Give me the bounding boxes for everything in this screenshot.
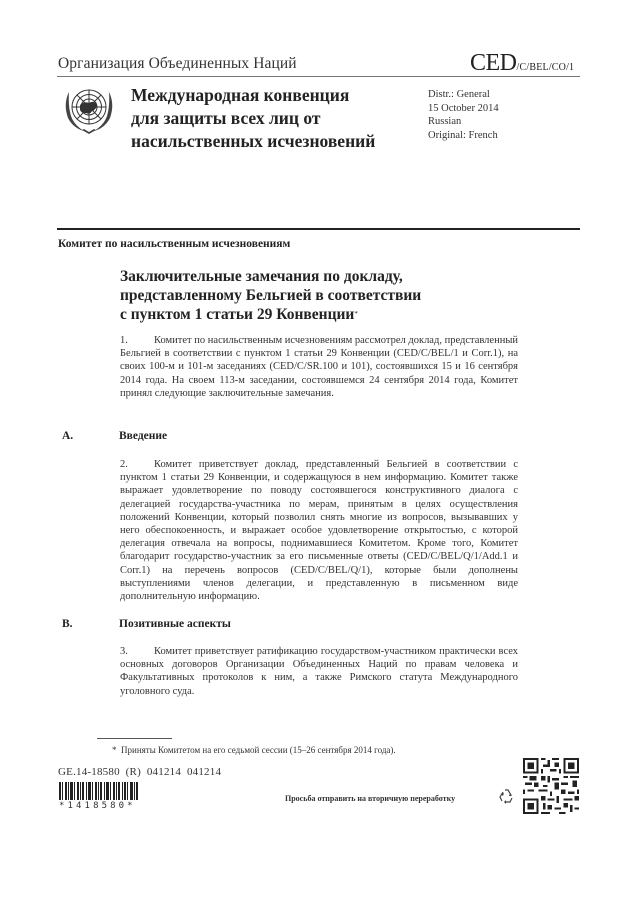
- header-thick-rule: [57, 228, 580, 230]
- paragraph-3: [120, 645, 518, 698]
- section-title: Введение: [119, 430, 168, 442]
- symbol-main: CED: [470, 50, 517, 76]
- footnote-rule: [97, 738, 172, 739]
- paragraph-text: Комитет по насильственным исчезновениям рассмотрел доклад, представленный Бельгией в соответствии с пунктом 1 статьи 29 Конвенции (CED/C/BEL/1 и Corr.1), на своих 100-м и 101-м заседаниях (CED/C/SR.100 и 101), состоявшихся 15 и 16 сентября 2014 года. На своем 113-м заседании, состоявшемся 24 сентября 2014 года, Комитет принял следующие заключительные замечания.: [120, 335, 518, 399]
- qr-code-icon: [523, 758, 579, 814]
- barcode-number: *1418580*: [59, 801, 136, 811]
- symbol-suffix: /C/BEL/CO/1: [516, 62, 575, 73]
- section-letter: A.: [62, 430, 74, 442]
- section-heading-b: [62, 618, 231, 630]
- section-heading-a: [62, 430, 167, 442]
- convention-title-line: насильственных исчезновений: [131, 131, 376, 151]
- footnote-text: Приняты Комитетом на его седьмой сессии (15–26 сентября 2014 года).: [121, 745, 396, 755]
- document-title-line: представленному Бельгией в соответствии: [120, 286, 422, 304]
- document-symbol: [470, 50, 574, 77]
- footnote-marker: *: [354, 310, 358, 318]
- recycle-text: Просьба отправить на вторичную переработку: [285, 794, 456, 803]
- footnote: [112, 745, 396, 755]
- document-language: Russian: [428, 116, 462, 127]
- paragraph-2: [120, 458, 518, 603]
- document-title-line: Заключительные замечания по докладу,: [120, 268, 403, 285]
- organization-name: Организация Объединенных Наций: [58, 55, 297, 72]
- header-rule: [57, 76, 580, 77]
- recycle-icon: [497, 787, 517, 807]
- paragraph-number: 2.: [120, 459, 128, 470]
- document-title: [120, 268, 421, 325]
- paragraph-text: Комитет приветствует ратификацию государством-участником практически всех основных договоров Организации Объединенных Наций по правам человека и Факультативных протоколов к ним, а также Римского статута Международного уголовного суда.: [120, 646, 518, 697]
- committee-name: Комитет по насильственным исчезновениям: [58, 238, 291, 250]
- document-title-line: с пунктом 1 статьи 29 Конвенции*: [120, 306, 358, 323]
- convention-title-line: для защиты всех лиц от: [131, 108, 321, 128]
- section-letter: B.: [62, 618, 73, 630]
- paragraph-number: 1.: [120, 335, 128, 346]
- paragraph-1: [120, 334, 518, 400]
- distribution-type: Distr.: General: [428, 89, 490, 100]
- convention-title: [131, 84, 375, 153]
- paragraph-text: Комитет приветствует доклад, представленный Бельгией в соответствии с пунктом 1 статьи 29 Конвенции, и содержащуюся в нем информацию. Комитет также выражает удовлетворение по поводу состоявшегося конструктивного диалога с делегацией государства-участника по мерам, принятым в целях осуществления положений Конвенции, который позволил снять многие из вопросов, вызывавших у него обеспокоенность, и выражает особое удовлетворение открытостью, с которой делегация отвечала на вопросы, поднимавшиеся Комитетом. Кроме того, Комитет благодарит государство-участник за его письменные ответы (CED/C/BEL/Q/1/Add.1 и Corr.1) на перечень вопросов (CED/C/BEL/Q/1), которые были дополнены выступлениями членов делегации, и представленную в письменном виде дополнительную информацию.: [120, 459, 518, 603]
- section-title: Позитивные аспекты: [119, 618, 231, 630]
- barcode-icon: [59, 782, 149, 800]
- distribution-block: [428, 88, 499, 142]
- convention-title-line: Международная конвенция: [131, 85, 350, 105]
- original-language: Original: French: [428, 129, 498, 141]
- document-date: 15 October 2014: [428, 102, 499, 114]
- un-emblem-icon: [60, 80, 118, 138]
- paragraph-number: 3.: [120, 646, 128, 657]
- job-number: GE.14-18580 (R) 041214 041214: [58, 766, 222, 778]
- footnote-marker: *: [112, 745, 117, 755]
